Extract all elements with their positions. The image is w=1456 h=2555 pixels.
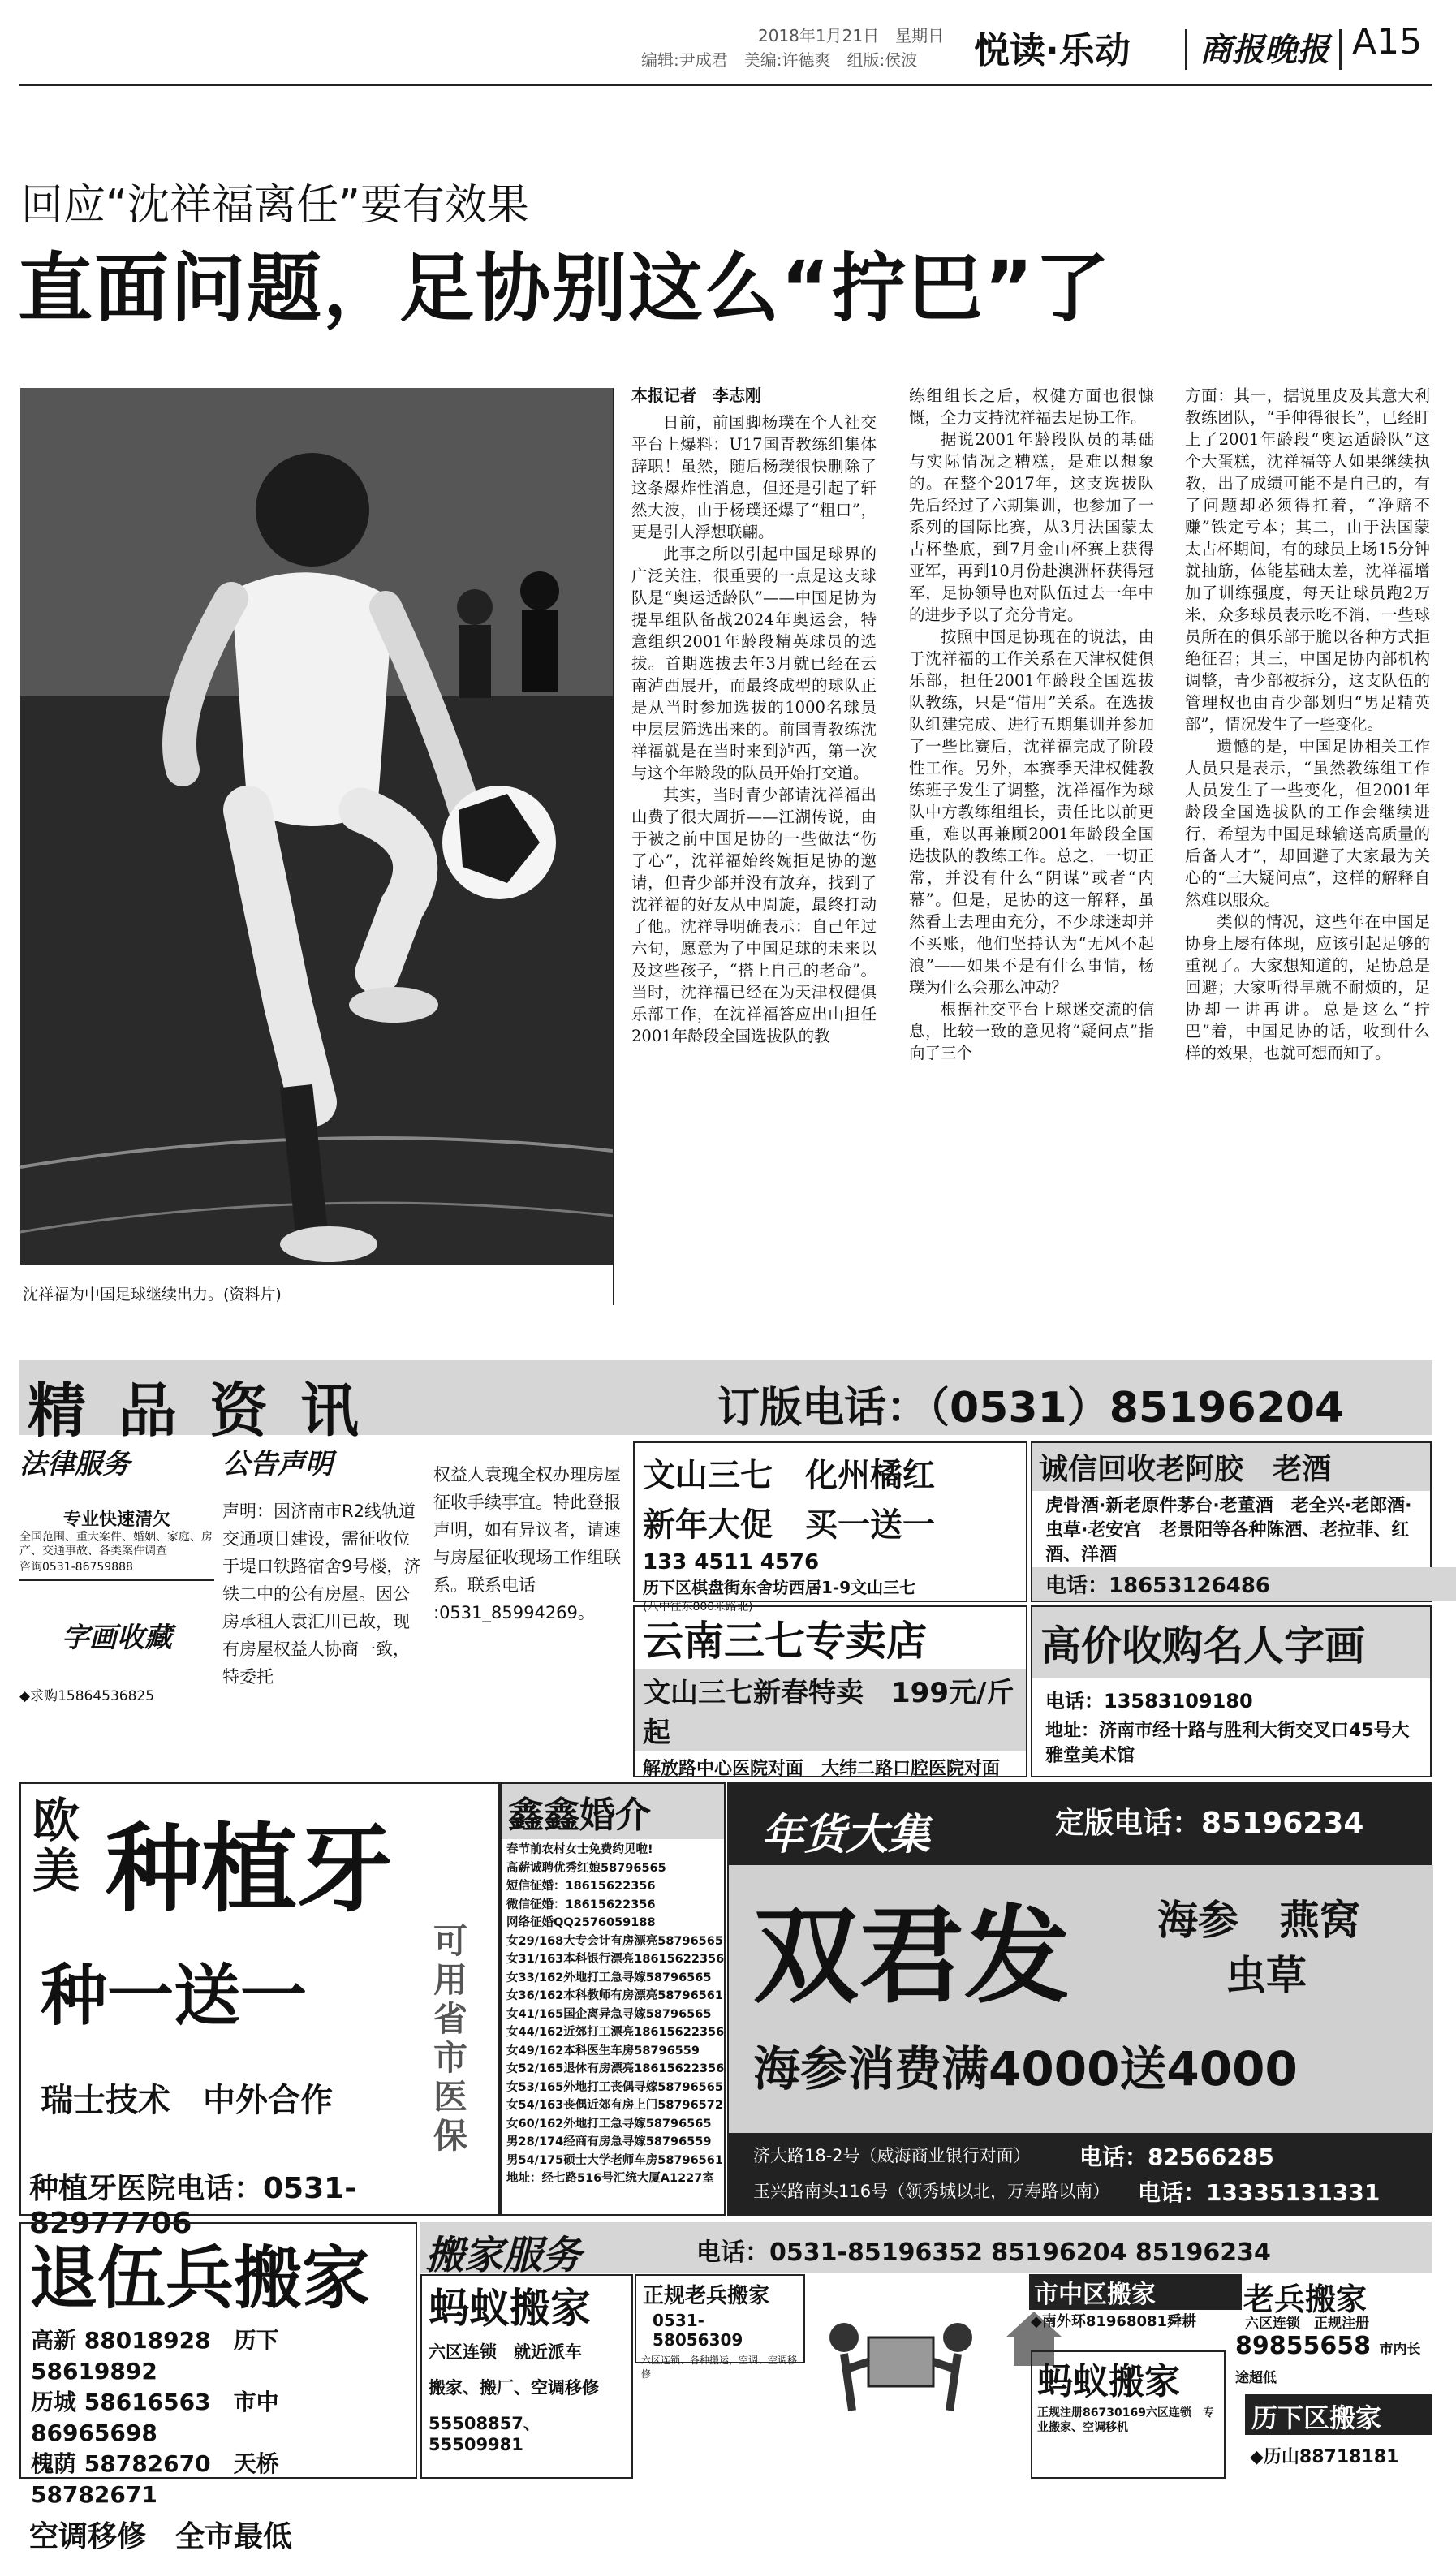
ad-ejiao [1031,1441,1432,1602]
ad-laobing [635,2274,805,2380]
marriage-listing-line: 女33/162外地打工急寻嫁58796565 [506,1971,712,1984]
issue-date: 2018年1月21日 星期日 [758,26,945,45]
paragraph: 类似的情况，这些年在中国足协身上屡有体现，应该引起足够的重视了。大家想知道的，足协总是回避；大家听得早就不耐烦的，足协却一讲再讲。总是这么“拧巴”着，中国足协的话，收到什么样的效果，也就可想而知了。 [1185,912,1430,1062]
marriage-list [502,1839,724,2190]
paragraph: 日前，前国脚杨璞在个人社交平台上爆料：U17国青教练组集体辞职！虽然，随后杨璞很快删除了这条爆炸性消息，但还是引起了轩然大波，由于杨璞还爆了“粗口”，更是引人浮想联翩。 [631,413,877,541]
ad-side: 可用省市医保 [433,1921,468,2156]
ad-art [1031,1605,1432,1777]
ad-title: 法律服务 [19,1448,130,1480]
article-headline: 直面问题，足协别这么“拧巴”了 [18,245,1111,332]
ad-title: 年货大集 [761,1810,931,1859]
ad-calligraphy [19,1583,214,1745]
ad-sub: 六区连锁 正规注册 [1245,2316,1369,2332]
ad-note: 市内长途超低 [1235,2342,1421,2386]
ad-text: 全国范围、重大案件、婚姻、家庭、房产、交通事故、各类案件调查 [19,1531,213,1558]
ad-title: 市中区搬家 [1029,2274,1242,2310]
ad-text: 声明：因济南市R2线轨道交通项目建设，需征收位于堤口铁路宿舍9号楼，济铁二中的公有房屋。因公房承租人袁汇川已故，现有房屋权益人协商一致，特委托 [222,1502,421,1687]
ad-line: 瑞士技术 中外合作 [41,2082,333,2119]
ad-note: (八中往东800米路北) [643,1601,753,1614]
ad-line: 新年大促 买一送一 [643,1506,935,1544]
ad-text: 六区连锁、各种搬运，空调、空调移修 [641,2355,798,2380]
footballer-juggling-illustration [20,388,613,1265]
ad-title: 蚂蚁搬家 [429,2285,591,2332]
ad-addr: 地址：济南市经十路与胜利大街交叉口45号大雅堂美术馆 [1045,1721,1410,1766]
movers-carrying-box-icon [812,2289,990,2467]
paragraph: 其实，当时青少部请沈祥福出山费了很大周折——江湖传说，由于被之前中国足协的一些做法“伤了心”，沈祥福始终婉拒足协的邀请，但青少部并没有放弃，找到了沈祥福的好友从中周旋，最终打动了他。沈祥导明确表示：自己年过六旬，愿意为了中国足球的未来以及这些孩子，“搭上自己的老命”。当时，沈祥福已经在为天津权健俱乐部工作，在沈祥福答应出山担任2001年龄段全国选拔队的教 [631,786,877,1045]
ad-title: 高价收购名人字画 [1032,1607,1430,1678]
ad-lixia-phone: ◆历山88718181 [1250,2447,1399,2467]
ad-title: 云南三七专卖店 [643,1618,927,1665]
ad-title: 公告声明 [222,1448,333,1480]
ad-promo: 文山三七新春特卖 [643,1677,864,1709]
photo-caption: 沈祥福为中国足球继续出力。(资料片) [23,1286,282,1303]
ad-phone: 电话：18653126486 [1032,1567,1456,1601]
ad-title-2: 老兵搬家 [1243,2281,1368,2317]
marriage-listing-line: 春节前农村女士免费约见啦! [506,1843,653,1856]
ad-phone: 电话：13583109180 [1045,1690,1253,1713]
ad-title: 字画收藏 [62,1622,172,1654]
marriage-listing-line: 地址：经七路516号汇统大厦A1227室 [506,2172,714,2185]
ad-line: 种植牙 [106,1813,394,1925]
ad-sub: 六区连锁 就近派车 [429,2342,582,2362]
paragraph: 遗憾的是，中国足协相关工作人员只是表示，“虽然教练组工作人员发生了一些变化，但2001年龄段全国选拔队的工作会继续进行，希望为中国足球输送高质量的后备人才”，却回避了大家最为关心的“三大疑问点”，这样的解释自然难以服众。 [1185,737,1430,909]
ad-title: 蚂蚁搬家 [1037,2361,1180,2402]
ad-text: 权益人袁瑰全权办理房屋征收手续事宜。特此登报声明，如有异议者，请速与房屋征收现场工作组联系。联系电话 [433,1465,621,1595]
ad-goods: 虫草 [1226,1952,1307,1999]
ad-price: 199元/斤起 [643,1677,1014,1749]
article-column-1 [631,385,877,1302]
ad-phone: 89855658 [1235,2332,1371,2360]
ad-phone: 55508857、55509981 [429,2414,541,2454]
ad-sub: 专业快速清欠 [62,1510,170,1530]
marriage-listing-line: 女31/163本科银行漂亮18615622356 [506,1953,725,1966]
paragraph: 根据社交平台上球迷交流的信息，比较一致的意见将“疑问点”指向了三个 [909,1000,1154,1062]
ad-title: 诚信回收老阿胶 老酒 [1032,1443,1430,1491]
ad-row: 槐荫 58782670 天桥 58782671 [31,2450,279,2508]
banner-phone: 订版电话：（0531）85196204 [717,1384,1345,1433]
ad-text: ◆南外环81968081舜耕 [1031,2313,1197,2330]
ad-title: 历下区搬家 [1251,2402,1382,2433]
ad-phone: :0531_85994269。 [433,1603,595,1622]
marriage-listing-line: 女49/162本科医生车房58796559 [506,2044,700,2057]
ad-text: ◆求购15864536825 [19,1688,155,1704]
marriage-listing-line: 女36/162本科教师有房漂亮58796561 [506,1989,723,2002]
movers-illustration [812,2289,990,2467]
article-column-2 [909,385,1154,1302]
paragraph: 此事之所以引起中国足球界的广泛关注，很重要的一点是这支球队是“奥运适龄队”——中国足协为提早组队备战2024年奥运会，特意组织2001年龄段精英球员的选拔。首期选拔去年3月就已经在云南泸西展开，而最终成型的球队正是从当时参加选拔的1000名球员中层层筛选出来的。前国青教练沈祥福就是在当时来到泸西，第一次与这个年龄段的队员开始打交道。 [631,545,877,782]
ad-phone: 种植牙医院电话：0531-82977706 [29,2172,357,2240]
ad-notice [222,1441,425,1742]
ad-shizhong-detail [1230,2312,1432,2401]
ad-addr: 解放路中心医院对面 大纬二路口腔医院对面 [643,1759,1001,1779]
ad-phone: 定版电话：85196234 [1055,1807,1364,1840]
ad-addr: 玉兴路南头116号（领秀城以北，万寿路以南） [753,2182,1110,2201]
ad-title: 搬家服务 [425,2233,582,2278]
ad-notice-cont [433,1461,628,1704]
paragraph: 据说2001年龄段队员的基础与实际情况之糟糕，是难以想象的。在整个2017年，这支选拔队先后经过了六期集训，也参加了一系列的国际比赛，从3月法国蒙太古杯垫底，到7月金山杯赛上获得亚军，再到10月份赴澳洲杯获得冠军，足协领导也对队伍过去一年中的进步予以了充分肯定。 [909,430,1154,624]
ad-brand: 双君发 [753,1894,1070,2018]
ad-ant-moving-2 [1031,2350,1226,2479]
ad-row: 历城 58616563 市中 86965698 [31,2389,279,2446]
ad-ant-moving [420,2274,633,2479]
ad-nianhuo [727,1782,1432,2216]
article-subhead: 回应“沈祥福离任”要有效果 [21,181,529,230]
ad-title: 退伍兵搬家 [29,2238,371,2318]
ad-yunnan [633,1605,1027,1777]
section-title: 悦读·乐动 [974,30,1131,71]
byline: 本报记者 李志刚 [631,386,761,405]
ad-lixia [1245,2394,1432,2435]
marriage-listing-line: 男54/175硕士大学老师车房58796561 [506,2153,723,2167]
marriage-listing-line: 女29/168大专会计有房漂亮58796565 [506,1934,723,1948]
marriage-listing-line: 高薪诚聘优秀红娘58796565 [506,1861,666,1875]
ad-marriage [500,1782,726,2216]
paragraph: 方面：其一，据说里皮及其意大利教练团队，“手伸得很长”，已经盯上了2001年龄段“奥运适龄队”这个大蛋糕，沈祥福等人如果继续执教，出了成绩可能不是自己的，有了问题却必须得扛着，“净赔不赚”铁定亏本；其二，由于法国蒙太古杯期间，有的球员上场15分钟就抽筋，体能基础太差，沈祥福增加了训练强度，每天让球员跑2万米，众多球员表示吃不消，一些球员所在的俱乐部于脆以各种方式拒绝征召；其三，中国足协内部机构调整，青少部被拆分，这支队伍的管理权也由青少部划归“男足精英部”，情况发生了一些变化。 [1185,386,1430,734]
marriage-listing-line: 微信征婚：18615622356 [506,1898,656,1911]
article-photo [20,388,613,1265]
article-column-3 [1185,385,1430,1302]
ad-title: 鑫鑫婚介 [502,1784,724,1839]
marriage-listing-line: 女53/165外地打工丧偶寻嫁58796565 [506,2080,723,2094]
ad-row: 高新 88018928 历下 58619892 [31,2327,279,2385]
ad-law [19,1441,214,1575]
ad-line: 文山三七 化州橘红 [643,1457,935,1494]
ad-text: 正规注册86730169六区连锁 专业搬家、空调移机 [1037,2406,1214,2434]
ad-promo: 海参消费满4000送4000 [753,2041,1298,2096]
marriage-listing-line: 女60/162外地打工急寻嫁58796565 [506,2117,712,2131]
banner-title: 精品资讯 [28,1376,392,1445]
classifieds-banner [19,1360,1432,1445]
marriage-listing-line: 女52/165退休有房漂亮18615622356 [506,2062,725,2075]
ad-veteran-moving [19,2222,417,2553]
editor-credits: 编辑:尹成君 美编:许德爽 组版:侯波 [641,50,918,70]
marriage-listing-line: 女41/165国企离异急寻嫁58796565 [506,2007,712,2021]
ad-moving-banner [420,2222,1432,2278]
marriage-listing-line: 女44/162近郊打工漂亮18615622356 [506,2026,725,2039]
ad-phone: 电话：13335131331 [1138,2179,1381,2206]
ad-phone: 电话：0531-85196352 85196204 85196234 [696,2238,1271,2267]
ad-dental [19,1782,500,2240]
ad-text: 虎骨酒·新老原件茅台·老董酒 老全兴·老郎酒·虫草·老安宫 老景阳等各种陈酒、老拉菲、红酒、洋酒 [1045,1496,1412,1565]
ad-line: 种一送一 [41,1958,308,2035]
marriage-listing-line: 男28/174经商有房急寻嫁58796559 [506,2135,712,2148]
paragraph: 练组组长之后，权健方面也很慷慨，全力支持沈祥福去足协工作。 [909,386,1154,427]
ad-services: 搬家、搬厂、空调移修 [429,2378,599,2398]
marriage-listing-line: 网络征婚QQ2576059188 [506,1916,656,1929]
marriage-listing-line: 短信征婚：18615622356 [506,1880,656,1893]
ad-sanqi [633,1441,1027,1614]
paper-logo: 商报晚报 [1200,31,1329,69]
paragraph: 按照中国足协现在的说法，由于沈祥福的工作关系在天津权健俱乐部，担任2001年龄段全国选拔队教练，只是“借用”关系。在选拔队组建完成、进行五期集训并参加了一些比赛后，沈祥福完成了阶段性工作。另外，本赛季天津权健教练班子发生了调整，沈祥福作为球队中方教练组组长，责任比以前更重，难以再兼顾2001年龄段全国选拔队的教练工作。总之，一切正常，并没有什么“阴谋”或者“内幕”。但是，足协的这一解释，虽然看上去理由充分，不少球迷却并不买账，他们坚持认为“无风不起浪”——如果不是有什么事情，杨璞为什么会那么冲动？ [909,627,1154,997]
marriage-listing-line: 女54/163丧偶近郊有房上门58796572 [506,2099,723,2112]
page-number: A15 [1352,21,1423,62]
ad-phone: 0531-58056309 [653,2311,743,2350]
ad-goods: 海参 燕窝 [1157,1897,1360,1944]
ad-title: 正规老兵搬家 [643,2284,770,2308]
ad-phone: 133 4511 4576 [643,1550,820,1575]
ad-addr: 济大路18-2号（威海商业银行对面） [753,2146,1031,2165]
ad-line: 欧美 [32,1793,80,1898]
ad-phone: 咨询0531-86759888 [19,1561,133,1574]
ad-phone: 电话：82566285 [1079,2144,1274,2170]
ad-addr: 历下区棋盘街东舍坊西居1-9文山三七 [643,1578,916,1597]
ad-foot: 空调移修 全市最低 [29,2520,293,2553]
